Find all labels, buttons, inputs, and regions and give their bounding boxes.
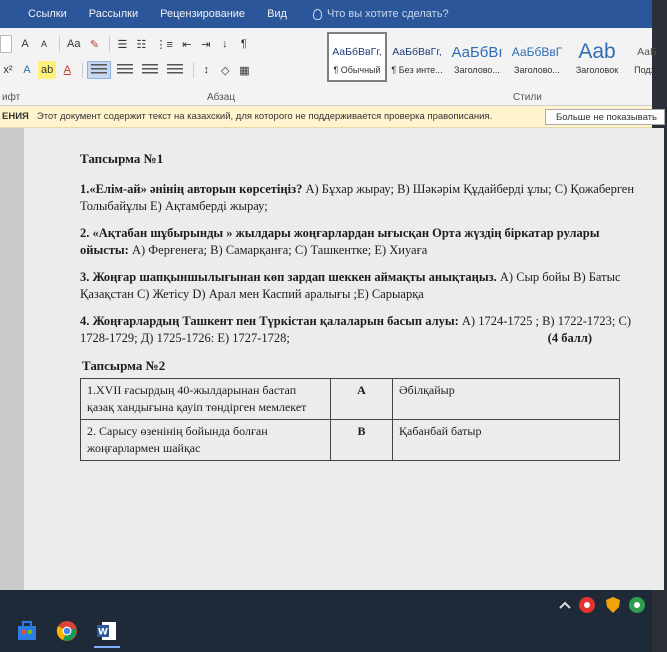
- decrease-indent-icon[interactable]: ⇤: [182, 38, 192, 51]
- matching-table: [80, 378, 620, 461]
- document-page[interactable]: [24, 128, 664, 590]
- tell-me-placeholder: Что вы хотите сделать?: [326, 8, 449, 20]
- shading-icon[interactable]: ◇: [221, 64, 230, 77]
- align-left-icon[interactable]: [87, 61, 111, 79]
- style-preview: АаБ: [637, 46, 657, 58]
- styles-group-label: Стили: [513, 92, 542, 103]
- shield-icon[interactable]: [604, 596, 622, 614]
- question-1: [80, 181, 640, 215]
- message-bar-tag: ЕНИЯ: [2, 111, 29, 122]
- highlight-button[interactable]: ab: [38, 61, 56, 79]
- style-preview: АаБбВвГг,: [392, 46, 442, 58]
- font-group-label: ифт: [2, 92, 21, 103]
- task2-title: Тапсырма №2: [82, 358, 166, 373]
- style-heading2[interactable]: [507, 32, 567, 82]
- taskbar: [0, 590, 652, 652]
- table-row: [81, 420, 620, 461]
- question-3-options: А) Сыр бойы В) Батыс Қазақстан С) Жетісу D) Арал мен Каспий аралығы ;Е) Сарыарқа: [80, 270, 621, 301]
- bullets-icon[interactable]: ☰: [117, 38, 128, 51]
- active-app-indicator: [94, 646, 120, 648]
- sort-icon[interactable]: ↓: [222, 38, 228, 50]
- tab-review[interactable]: Рецензирование: [160, 8, 246, 20]
- paragraph-group-label: Абзац: [207, 92, 236, 103]
- change-case-button[interactable]: Aa: [67, 38, 81, 50]
- question-1-options: А) Бұхар жырау; В) Шәкәрім Құдайберді ұлы; С) Қожаберген Толыбайұлы Е) Ақтамберді жырау;: [80, 182, 635, 213]
- increase-indent-icon[interactable]: ⇥: [201, 38, 211, 51]
- align-right-icon[interactable]: [139, 61, 161, 79]
- table-cell: 1.XVII ғасырдың 40-жылдарынан бастап қазақ хандығына қауіп төндірген мемлекет: [81, 379, 331, 420]
- question-4-points: (4 балл): [547, 331, 592, 345]
- pilcrow-icon[interactable]: ¶: [240, 38, 247, 50]
- tab-mailings[interactable]: Рассылки: [88, 8, 139, 20]
- question-4: [80, 313, 640, 347]
- style-subtitle[interactable]: [627, 32, 667, 82]
- font-size-dropdown[interactable]: [0, 35, 12, 53]
- ribbon-row-top: [0, 34, 255, 54]
- style-name: Заголовок: [575, 65, 619, 75]
- style-no-spacing[interactable]: [387, 32, 447, 82]
- table-cell: B: [331, 420, 393, 461]
- store-icon[interactable]: [16, 620, 38, 642]
- document-area: [0, 128, 652, 590]
- justify-icon[interactable]: [164, 61, 186, 79]
- message-bar-text: Этот документ содержит текст на казахский, для которого не поддерживается проверка правописания.: [36, 111, 493, 122]
- style-name: Заголово...: [514, 65, 560, 75]
- grow-font-button[interactable]: A: [21, 38, 29, 50]
- multilevel-list-icon[interactable]: ⋮≡: [155, 38, 173, 51]
- table-cell: Қабанбай батыр: [393, 420, 620, 461]
- divider: [59, 36, 60, 52]
- text-effects-button[interactable]: A: [23, 64, 31, 76]
- align-center-icon[interactable]: [114, 61, 136, 79]
- style-preview: Aab: [578, 40, 616, 63]
- question-2-prompt: 2. «Ақтабан шұбырынды » жылдары жоңғарлардан ығысқан Орта жүздің біркатар рулары ойысты:: [80, 226, 600, 257]
- style-preview: АаБбВвГг,: [332, 46, 382, 58]
- table-cell: 2. Сарысу өзенінің бойында болған жоңғарлармен шайқас: [81, 420, 331, 461]
- divider: [109, 36, 110, 52]
- tab-view[interactable]: Вид: [267, 8, 287, 20]
- word-icon[interactable]: [96, 620, 118, 642]
- dont-show-again-button[interactable]: Больше не показывать: [545, 109, 665, 125]
- superscript-button[interactable]: x²: [3, 64, 13, 76]
- question-4-options: А) 1724-1725 ; В) 1722-1723; С) 1728-1729; Д) 1725-1726: Е) 1727-1728;: [80, 314, 631, 345]
- ribbon-row-bottom: [0, 60, 256, 80]
- style-preview: АаБбВвГ: [511, 45, 563, 59]
- up-arrow-icon[interactable]: [557, 598, 573, 614]
- style-name: ¶ Обычный: [333, 65, 381, 75]
- style-name: ¶ Без инте...: [391, 65, 443, 75]
- question-2: [80, 225, 640, 259]
- table-cell: Әбілқайыр: [393, 379, 620, 420]
- shrink-font-button[interactable]: A: [40, 39, 47, 49]
- table-cell: A: [331, 379, 393, 420]
- chrome-icon[interactable]: [56, 620, 78, 642]
- message-bar: [0, 106, 657, 128]
- security-icon[interactable]: [628, 596, 646, 614]
- style-name: Заголово...: [454, 65, 500, 75]
- divider: [193, 62, 194, 78]
- style-heading1[interactable]: [447, 32, 507, 82]
- yandex-icon[interactable]: [578, 596, 596, 614]
- lightbulb-icon: [313, 9, 322, 20]
- style-normal[interactable]: [327, 32, 387, 82]
- clear-formatting-icon[interactable]: ✎: [89, 38, 100, 51]
- font-color-button[interactable]: A: [63, 64, 71, 76]
- line-spacing-icon[interactable]: ↕: [203, 64, 209, 76]
- tell-me-box[interactable]: [313, 8, 449, 20]
- document-body: [80, 150, 640, 461]
- ribbon-group-labels: [0, 90, 652, 106]
- style-name: Подза: [634, 65, 660, 75]
- question-1-prompt: 1.«Елім-ай» әнінің авторын көрсетіңіз?: [80, 182, 303, 196]
- ribbon: [0, 28, 660, 106]
- tab-references[interactable]: Ссылки: [28, 8, 67, 20]
- style-preview: АаБбВı: [451, 43, 503, 61]
- style-title[interactable]: [567, 32, 627, 82]
- ribbon-tabs: [0, 0, 652, 28]
- styles-gallery: [327, 32, 667, 82]
- numbering-icon[interactable]: ☷: [136, 38, 147, 51]
- question-4-prompt: 4. Жоңғарлардың Ташкент пен Түркістан қалаларын басып алуы:: [80, 314, 459, 328]
- divider: [82, 62, 83, 78]
- table-row: [81, 379, 620, 420]
- question-3-prompt: 3. Жоңғар шапқыншылығынан көп зардап шеккен аймақты анықтаңыз.: [80, 270, 497, 284]
- task1-title: Тапсырма №1: [80, 151, 164, 166]
- svg-text:W: W: [98, 627, 108, 638]
- question-3: [80, 269, 640, 303]
- borders-icon[interactable]: ▦: [239, 64, 250, 77]
- question-2-options: А) Ферғенеға; В) Самарқанға; С) Ташкентке; Е) Хиуаға: [128, 243, 428, 257]
